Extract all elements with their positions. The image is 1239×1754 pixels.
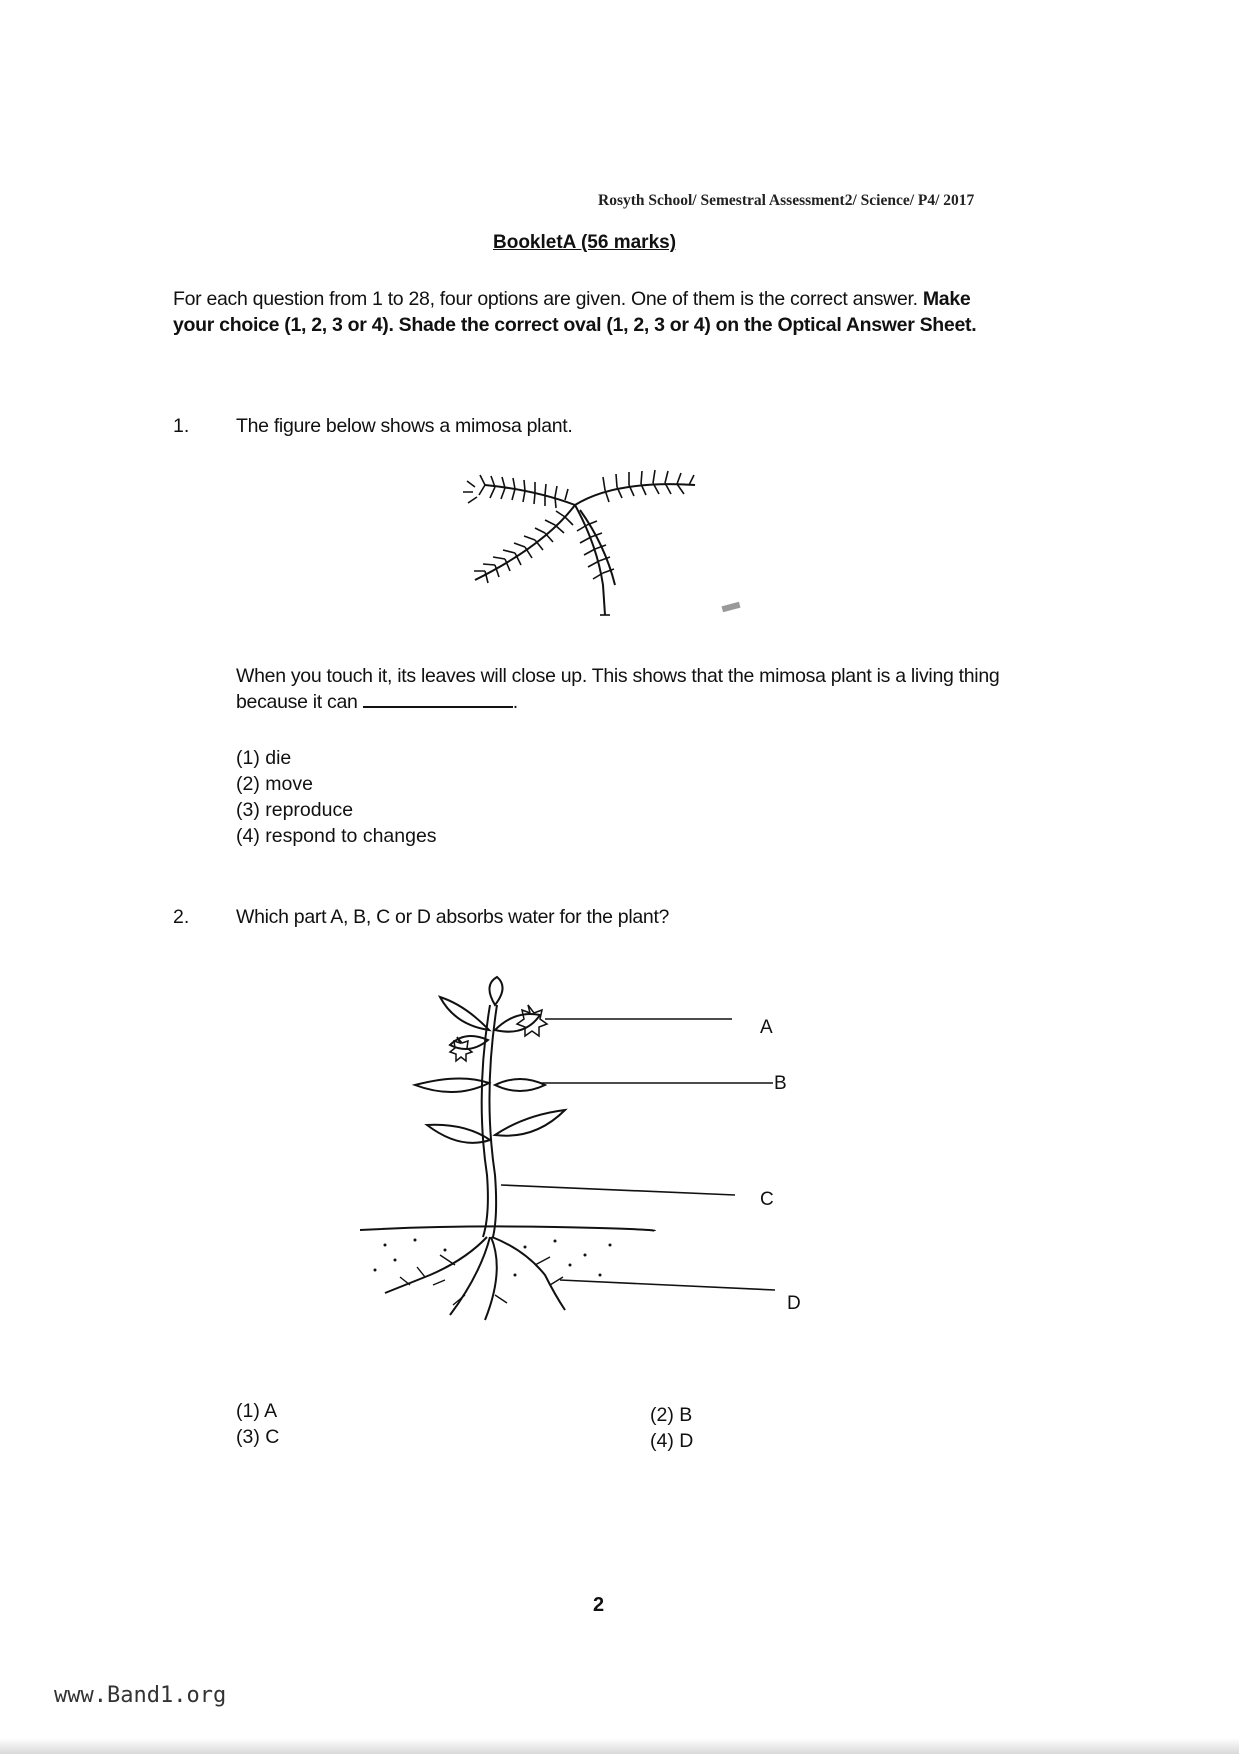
plant-parts-diagram: [355, 975, 815, 1345]
label-b: B: [774, 1073, 787, 1094]
q1-option-3: (3) reproduce: [236, 799, 354, 821]
mimosa-plant-figure: [375, 465, 705, 625]
q2-option-3: (3) C: [236, 1426, 280, 1448]
school-reference: Rosyth School/ Semestral Assessment2/ Science/ P4/ 2017: [598, 192, 975, 209]
page-number: 2: [593, 1594, 605, 1616]
instructions-part2: Make your choice (1, 2, 3 or 4). Shade the correct oval (1, 2, 3 or 4) on the Optical Answer Sheet.: [173, 288, 977, 336]
question-1-prompt: The figure below shows a mimosa plant.: [236, 415, 573, 437]
question-1-statement-end: .: [512, 691, 518, 713]
answer-blank: [363, 692, 513, 708]
instructions: [173, 286, 1008, 338]
watermark: www.Band1.org: [54, 1683, 227, 1708]
q2-option-2: (2) B: [650, 1404, 693, 1426]
scan-speck: [722, 602, 741, 612]
question-1-statement-text: When you touch it, its leaves will close up. This shows that the mimosa plant is a living thing because it can: [236, 665, 1000, 713]
question-1-number: 1.: [173, 415, 190, 437]
question-2-options-right: [650, 1402, 693, 1454]
q1-option-2: (2) move: [236, 773, 313, 795]
question-1-statement: [236, 663, 1026, 715]
label-a: A: [760, 1017, 773, 1038]
q1-option-1: (1) die: [236, 747, 292, 769]
question-2-options-left: [236, 1398, 279, 1450]
label-c: C: [760, 1189, 774, 1210]
q2-option-1: (1) A: [236, 1400, 278, 1422]
question-2-number: 2.: [173, 906, 190, 928]
q2-option-4: (4) D: [650, 1430, 694, 1452]
question-1-options: [236, 745, 437, 849]
scan-edge-shadow: [0, 1738, 1239, 1754]
instructions-part1: For each question from 1 to 28, four options are given. One of them is the correct answer.: [173, 288, 923, 310]
label-d: D: [787, 1293, 801, 1314]
q1-option-4: (4) respond to changes: [236, 825, 437, 847]
question-2-prompt: Which part A, B, C or D absorbs water for the plant?: [236, 906, 670, 928]
booklet-title: BookletA (56 marks): [493, 232, 677, 253]
